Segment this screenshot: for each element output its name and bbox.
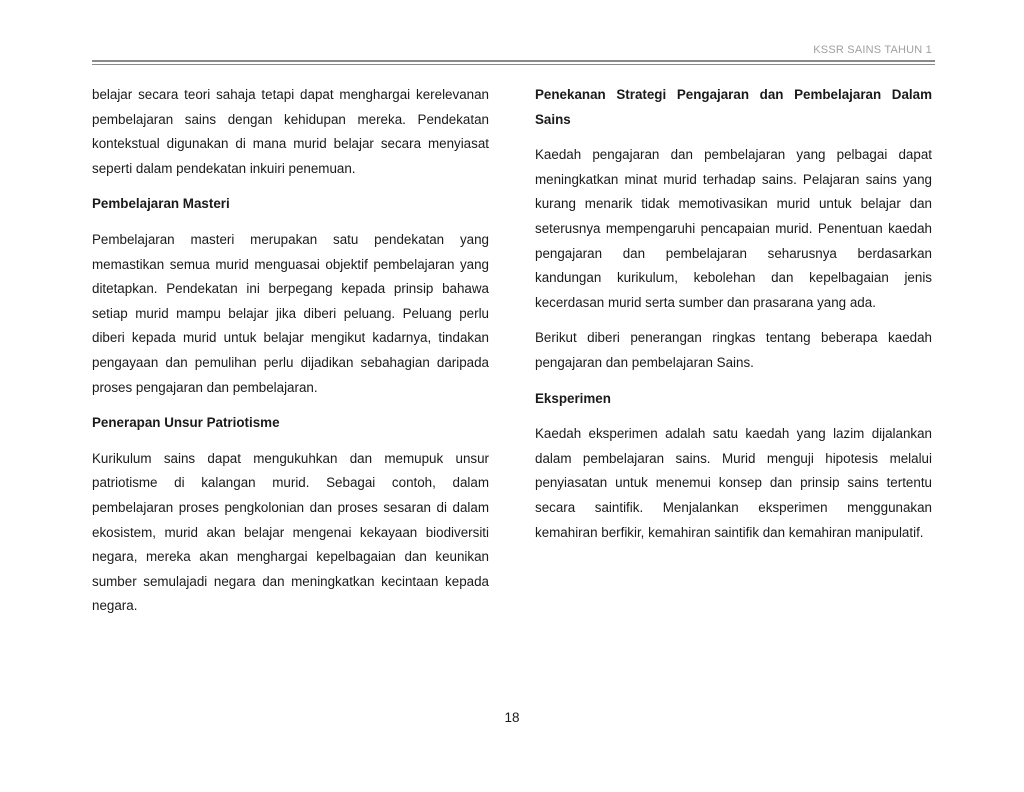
heading-eksperimen: Eksperimen <box>535 390 611 406</box>
left-paragraph-1: belajar secara teori sahaja tetapi dapat menghargai kerelevanan pembelajaran sains dengan kehidupan mereka. Pendekatan kontekstual digunakan di mana murid belajar secara menyiasat seperti dalam pendekatan inkuiri penemuan. <box>92 87 489 176</box>
right-column <box>535 83 932 556</box>
left-paragraph-2: Pembelajaran masteri merupakan satu pendekatan yang memastikan semua murid menguasai objektif pembelajaran yang ditetapkan. Pendekatan ini berpegang kepada prinsip bahawa setiap murid mampu belajar jika diberi peluang. Peluang perlu diberi kepada murid untuk belajar mengikut kadarnya, tindakan pengayaan dan pemulihan perlu dijadikan sebahagian daripada proses pengajaran dan pembelajaran. <box>92 231 489 395</box>
heading-pembelajaran-masteri: Pembelajaran Masteri <box>92 196 230 212</box>
header-rule-thin <box>92 64 935 65</box>
right-paragraph-2: Berikut diberi penerangan ringkas tentang beberapa kaedah pengajaran dan pembelajaran Sains. <box>535 330 932 370</box>
heading-penerapan-unsur-patriotisme: Penerapan Unsur Patriotisme <box>92 415 280 431</box>
header-title: KSSR SAINS TAHUN 1 <box>813 44 932 56</box>
heading-penekanan-strategi: Penekanan Strategi Pengajaran dan Pembelajaran Dalam Sains <box>535 87 932 127</box>
right-paragraph-1: Kaedah pengajaran dan pembelajaran yang pelbagai dapat meningkatkan minat murid terhadap sains. Pelajaran sains yang kurang menarik tidak memotivasikan murid untuk belajar dan seterusnya mempengaruhi pencapaian murid. Penentuan kaedah pengajaran dan pembelajaran seharusnya berdasarkan kandungan kurikulum, kebolehan dan kepelbagaian jenis kecerdasan murid serta sumber dan prasarana yang ada. <box>535 147 932 310</box>
page-number: 18 <box>504 710 520 725</box>
left-paragraph-3: Kurikulum sains dapat mengukuhkan dan memupuk unsur patriotisme di kalangan murid. Sebagai contoh, dalam pembelajaran proses pengkolonian dan proses sesaran di dalam ekosistem, murid akan belajar mengenai kekayaan biodiversiti negara, mereka akan menghargai kepelbagaian dan keunikan sumber semulajadi negara dan meningkatkan kecintaan kepada negara. <box>92 450 489 614</box>
left-column <box>92 83 489 630</box>
right-paragraph-3: Kaedah eksperimen adalah satu kaedah yang lazim dijalankan dalam pembelajaran sains. Murid menguji hipotesis melalui penyiasatan untuk menemui konsep dan prinsip sains tertentu secara saintifik. Menjalankan eksperimen menggunakan kemahiran berfikir, kemahiran saintifik dan kemahiran manipulatif. <box>535 426 932 540</box>
header-rule <box>92 60 935 62</box>
